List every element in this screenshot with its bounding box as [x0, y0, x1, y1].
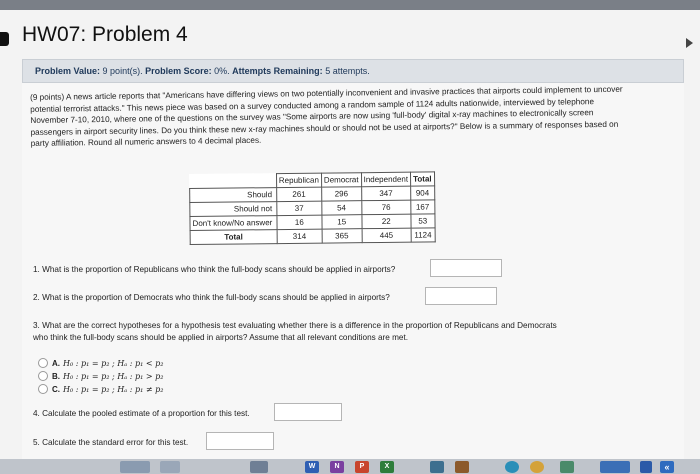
- table-cell: 54: [322, 201, 362, 215]
- taskbar-app-icon[interactable]: [600, 461, 630, 473]
- table-cell: 167: [411, 200, 435, 214]
- question-3-line-1: 3. What are the correct hypotheses for a hypothesis test evaluating whether there is a difference in the proportion of Republicans and Democrats: [33, 321, 557, 330]
- option-b[interactable]: [38, 371, 163, 381]
- table-cell: 76: [361, 200, 411, 215]
- answer-4-input[interactable]: [274, 403, 342, 421]
- table-cell: 314: [277, 229, 322, 243]
- table-cell: 261: [276, 187, 321, 201]
- taskbar-app-icon[interactable]: [455, 461, 469, 473]
- taskbar-app-icon[interactable]: [560, 461, 574, 473]
- option-c-radio[interactable]: [38, 384, 48, 394]
- taskbar-app-icon[interactable]: [505, 461, 519, 473]
- answer-1-input[interactable]: [430, 259, 502, 277]
- row-label: Should: [190, 188, 277, 203]
- option-c-text: H₀ : p₁ = p₂ ; Hₐ : p₁ ≠ p₂: [63, 384, 164, 394]
- table-cell: 347: [361, 186, 411, 201]
- taskbar-app-icon[interactable]: [530, 461, 544, 473]
- survey-table: [189, 171, 435, 245]
- attempts-label: Attempts Remaining:: [232, 66, 323, 76]
- question-3-line-2: who think the full-body scans should be applied in airports? Assume that all relevant conditions are met.: [33, 333, 409, 342]
- table-header: Total: [411, 172, 435, 186]
- taskbar-app-icon[interactable]: [160, 461, 180, 473]
- option-a[interactable]: [38, 358, 163, 368]
- row-label: Should not: [190, 202, 277, 217]
- option-b-text: H₀ : p₁ = p₂ ; Hₐ : p₁ > p₂: [63, 371, 164, 381]
- table-header: Democrat: [321, 173, 361, 187]
- problem-value-label: Problem Value:: [35, 66, 101, 76]
- app-p-icon[interactable]: [355, 461, 369, 473]
- chevron-up-icon[interactable]: «: [660, 461, 674, 473]
- option-a-radio[interactable]: [38, 358, 48, 368]
- option-letter: C.: [52, 384, 60, 394]
- answer-5-input[interactable]: [206, 432, 274, 450]
- answer-2-input[interactable]: [425, 287, 497, 305]
- attempts-remaining: 5 attempts.: [325, 66, 370, 76]
- page-title: HW07: Problem 4: [22, 23, 188, 46]
- question-1: 1. What is the proportion of Republicans who think the full-body scans should be applied in airports?: [33, 265, 396, 274]
- table-total-row: [190, 228, 435, 245]
- app-w-icon[interactable]: [305, 461, 319, 473]
- next-arrow-icon[interactable]: [686, 38, 693, 48]
- question-4: 4. Calculate the pooled estimate of a proportion for this test.: [33, 409, 250, 418]
- app-n-icon[interactable]: [330, 461, 344, 473]
- row-label: Don't know/No answer: [190, 216, 277, 231]
- option-letter: A.: [52, 358, 60, 368]
- problem-statement: (9 points) A news article reports that "Americans have differing views on two potentially inconvenient and invasive practices that airports could implement to uncover potential terrorist attacks." This news piece was based on a survey conducted among a random sample of 1124 adults nationwide, interviewed by telephone November 7-10, 2010, where one of the questions on the survey was "Some airports are now using 'full-body' digital x-ray machines to electronically screen passengers in airport security lines. Do you think these new x-ray machines should or should not be used at airports?" Below is a summary of responses based on party affiliation. Round all numeric answers to 4 decimal places.: [30, 84, 623, 149]
- option-letter: B.: [52, 371, 60, 381]
- app-x-label: X: [384, 463, 390, 470]
- taskbar-app-icon[interactable]: [250, 461, 268, 473]
- taskbar: [0, 459, 700, 474]
- app-x-icon[interactable]: [380, 461, 394, 473]
- table-cell: 15: [322, 215, 362, 229]
- table-cell: 296: [321, 187, 361, 201]
- question-5: 5. Calculate the standard error for this test.: [33, 438, 189, 447]
- problem-value: 9 point(s).: [102, 66, 143, 76]
- table-cell: 445: [362, 228, 412, 243]
- option-b-radio[interactable]: [38, 371, 48, 381]
- app-p-label: P: [359, 463, 365, 470]
- option-a-text: H₀ : p₁ = p₂ ; Hₐ : p₁ < p₂: [63, 358, 164, 368]
- problem-score-label: Problem Score:: [145, 66, 212, 76]
- table-corner: [190, 174, 277, 189]
- table-cell: 365: [322, 229, 362, 243]
- table-cell: 22: [361, 214, 411, 229]
- table-cell: 16: [277, 215, 322, 229]
- app-w-label: W: [308, 463, 316, 470]
- app-n-label: N: [334, 463, 340, 470]
- browser-top-bar: [0, 0, 700, 10]
- row-label: Total: [190, 230, 277, 245]
- taskbar-app-icon[interactable]: [640, 461, 652, 473]
- side-tab-handle[interactable]: [0, 32, 9, 46]
- question-2: 2. What is the proportion of Democrats who think the full-body scans should be applied in airports?: [33, 293, 390, 302]
- taskbar-app-icon[interactable]: [120, 461, 150, 473]
- problem-status-bar: [22, 59, 684, 83]
- table-cell: 53: [411, 214, 435, 228]
- option-c[interactable]: [38, 384, 163, 394]
- table-cell: 1124: [411, 228, 435, 242]
- table-cell: 904: [411, 186, 435, 200]
- table-header: Independent: [361, 172, 411, 187]
- problem-score: 0%.: [214, 66, 230, 76]
- taskbar-app-icon[interactable]: [430, 461, 444, 473]
- table-header: Republican: [276, 173, 321, 187]
- table-cell: 37: [277, 201, 322, 215]
